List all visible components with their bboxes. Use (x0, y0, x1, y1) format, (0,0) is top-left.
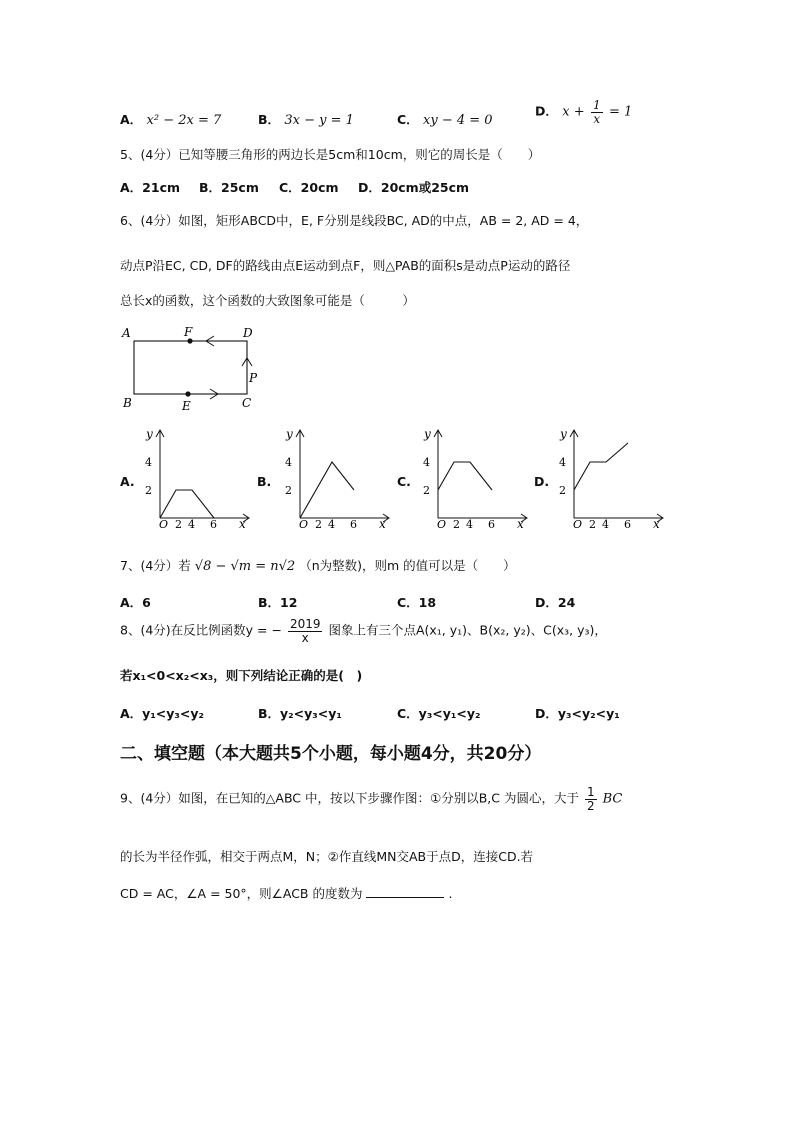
q7-expression: √8 − √m = n√2 (194, 559, 296, 574)
q5-text: 5、(4分）已知等腰三角形的两边长是5cm和10cm，则它的周长是（ ） (120, 147, 541, 162)
option-expr: 3x − y = 1 (284, 113, 354, 128)
option-expr: x + (562, 104, 585, 120)
origin-label: O (437, 518, 447, 531)
label-f: F (184, 325, 193, 339)
q7-suffix: （n为整数)，则m 的值可以是（ ） (299, 558, 516, 573)
y-tick-2: 2 (559, 484, 566, 497)
origin-label: O (159, 518, 169, 531)
y-tick-4: 4 (559, 456, 566, 469)
q9-line1-text: 9、(4分）如图，在已知的△ABC 中，按以下步骤作图：①分别以B,C 为圆心，大于 (120, 790, 579, 806)
x-tick-2: 2 (315, 518, 322, 531)
fraction (591, 99, 603, 125)
y-tick-4: 4 (285, 456, 292, 469)
label-b: B (123, 396, 132, 410)
q7-option-c: C．18 (397, 595, 437, 610)
q8-suffix: 图象上有三个点A(x₁, y₁)、B(x₂, y₂)、C(x₃, y₃)， (328, 622, 607, 638)
fraction-denominator: x (301, 630, 309, 645)
x-tick-6: 6 (624, 518, 631, 531)
q5-option-a: A．21cm (120, 180, 181, 195)
x-tick-4: 4 (188, 518, 195, 531)
label-a: A (122, 326, 131, 340)
q7-option-a: A．6 (120, 595, 151, 610)
y-tick-2: 2 (285, 484, 292, 497)
x-tick-4: 4 (602, 518, 609, 531)
q9-line3-end: . (448, 886, 453, 901)
q8-line1 (120, 618, 607, 644)
q6-line2: 动点P沿EC, CD, DF的路线由点E运动到点F，则△PAB的面积s是动点P运动的路径 (120, 258, 571, 273)
option-label: B． (258, 112, 281, 127)
q7-option-b: B．12 (258, 595, 298, 610)
x-label: x (653, 517, 660, 531)
q4-option-a (120, 110, 221, 128)
q7-text (120, 556, 516, 574)
q6-option-d-label: D. (534, 474, 550, 489)
graph-line (574, 443, 628, 490)
graph-line (300, 462, 354, 518)
fraction-numerator: 2019 (289, 617, 321, 631)
q8-option-c: C．y₃<y₁<y₂ (397, 706, 481, 721)
q6-option-a-label: A. (120, 474, 135, 489)
q5-option-d: D．20cm或25cm (358, 180, 470, 195)
x-tick-6: 6 (210, 518, 217, 531)
y-label: y (424, 427, 431, 441)
option-expr: = 1 (608, 104, 633, 120)
fraction-numerator: 1 (586, 785, 595, 799)
section-title: 二、填空题（本大题共5个小题，每小题4分，共20分） (120, 744, 542, 764)
answer-blank[interactable] (366, 885, 444, 898)
x-tick-2: 2 (175, 518, 182, 531)
q9-line3 (120, 884, 452, 902)
origin-label: O (573, 518, 583, 531)
q5-option-c: C．20cm (279, 180, 339, 195)
graph-line (160, 490, 214, 518)
option-label: D． (535, 103, 558, 119)
graph-d (554, 425, 669, 533)
point-e (185, 391, 190, 396)
label-c: C (242, 396, 252, 410)
y-label: y (560, 427, 567, 441)
x-tick-6: 6 (488, 518, 495, 531)
option-label: C． (397, 112, 419, 127)
q9-line1-suffix: BC (602, 791, 623, 807)
rectangle-figure (118, 322, 268, 414)
option-expr: x² − 2x = 7 (146, 113, 222, 128)
point-f (187, 338, 192, 343)
y-label: y (286, 427, 293, 441)
y-tick-4: 4 (423, 456, 430, 469)
q6-option-b-label: B. (257, 474, 272, 489)
q8-line2: 若x₁<0<x₂<x₃，则下列结论正确的是( ) (120, 668, 363, 683)
x-tick-4: 4 (328, 518, 335, 531)
fraction (585, 786, 597, 812)
q8-option-b: B．y₂<y₃<y₁ (258, 706, 342, 721)
q9-line2: 的长为半径作弧，相交于两点M，N；②作直线MN交AB于点D，连接CD.若 (120, 849, 534, 864)
label-p: P (249, 371, 258, 385)
y-tick-4: 4 (145, 456, 152, 469)
x-tick-2: 2 (453, 518, 460, 531)
rectangle-abcd (134, 341, 247, 394)
q7-prefix: 7、(4分）若 (120, 558, 191, 573)
graph-line (438, 462, 492, 490)
q8-option-d: D．y₃<y₂<y₁ (535, 706, 620, 721)
x-label: x (379, 517, 386, 531)
q9-line3-text: CD = AC，∠A = 50°，则∠ACB 的度数为 (120, 886, 363, 901)
label-e: E (182, 399, 191, 413)
x-tick-2: 2 (589, 518, 596, 531)
x-label: x (517, 517, 524, 531)
graph-a (140, 425, 255, 533)
y-tick-2: 2 (423, 484, 430, 497)
x-label: x (239, 517, 246, 531)
x-tick-4: 4 (466, 518, 473, 531)
q9-line1 (120, 786, 622, 812)
fraction (288, 618, 323, 644)
y-tick-2: 2 (145, 484, 152, 497)
graph-c (418, 425, 533, 533)
option-expr: xy − 4 = 0 (423, 113, 493, 128)
q7-option-d: D．24 (535, 595, 576, 610)
x-tick-6: 6 (350, 518, 357, 531)
q6-line3: 总长x的函数，这个函数的大致图象可能是（ ） (120, 293, 415, 308)
q4-option-b (258, 110, 354, 128)
graph-b (280, 425, 395, 533)
q4-option-d (535, 99, 632, 125)
fraction-numerator: 1 (592, 98, 601, 112)
label-d: D (243, 326, 253, 340)
fraction-denominator: x (593, 111, 601, 126)
q5-option-b: B．25cm (199, 180, 259, 195)
q6-option-c-label: C. (397, 474, 411, 489)
origin-label: O (299, 518, 309, 531)
y-label: y (146, 427, 153, 441)
fraction-denominator: 2 (586, 798, 595, 813)
q8-option-a: A．y₁<y₃<y₂ (120, 706, 204, 721)
q6-line1: 6、(4分）如图，矩形ABCD中，E, F分别是线段BC, AD的中点，AB = 2, AD = 4， (120, 213, 589, 228)
q4-option-c (397, 110, 493, 128)
option-label: A． (120, 112, 143, 127)
q8-prefix: 8、(4分)在反比例函数y = − (120, 622, 282, 638)
